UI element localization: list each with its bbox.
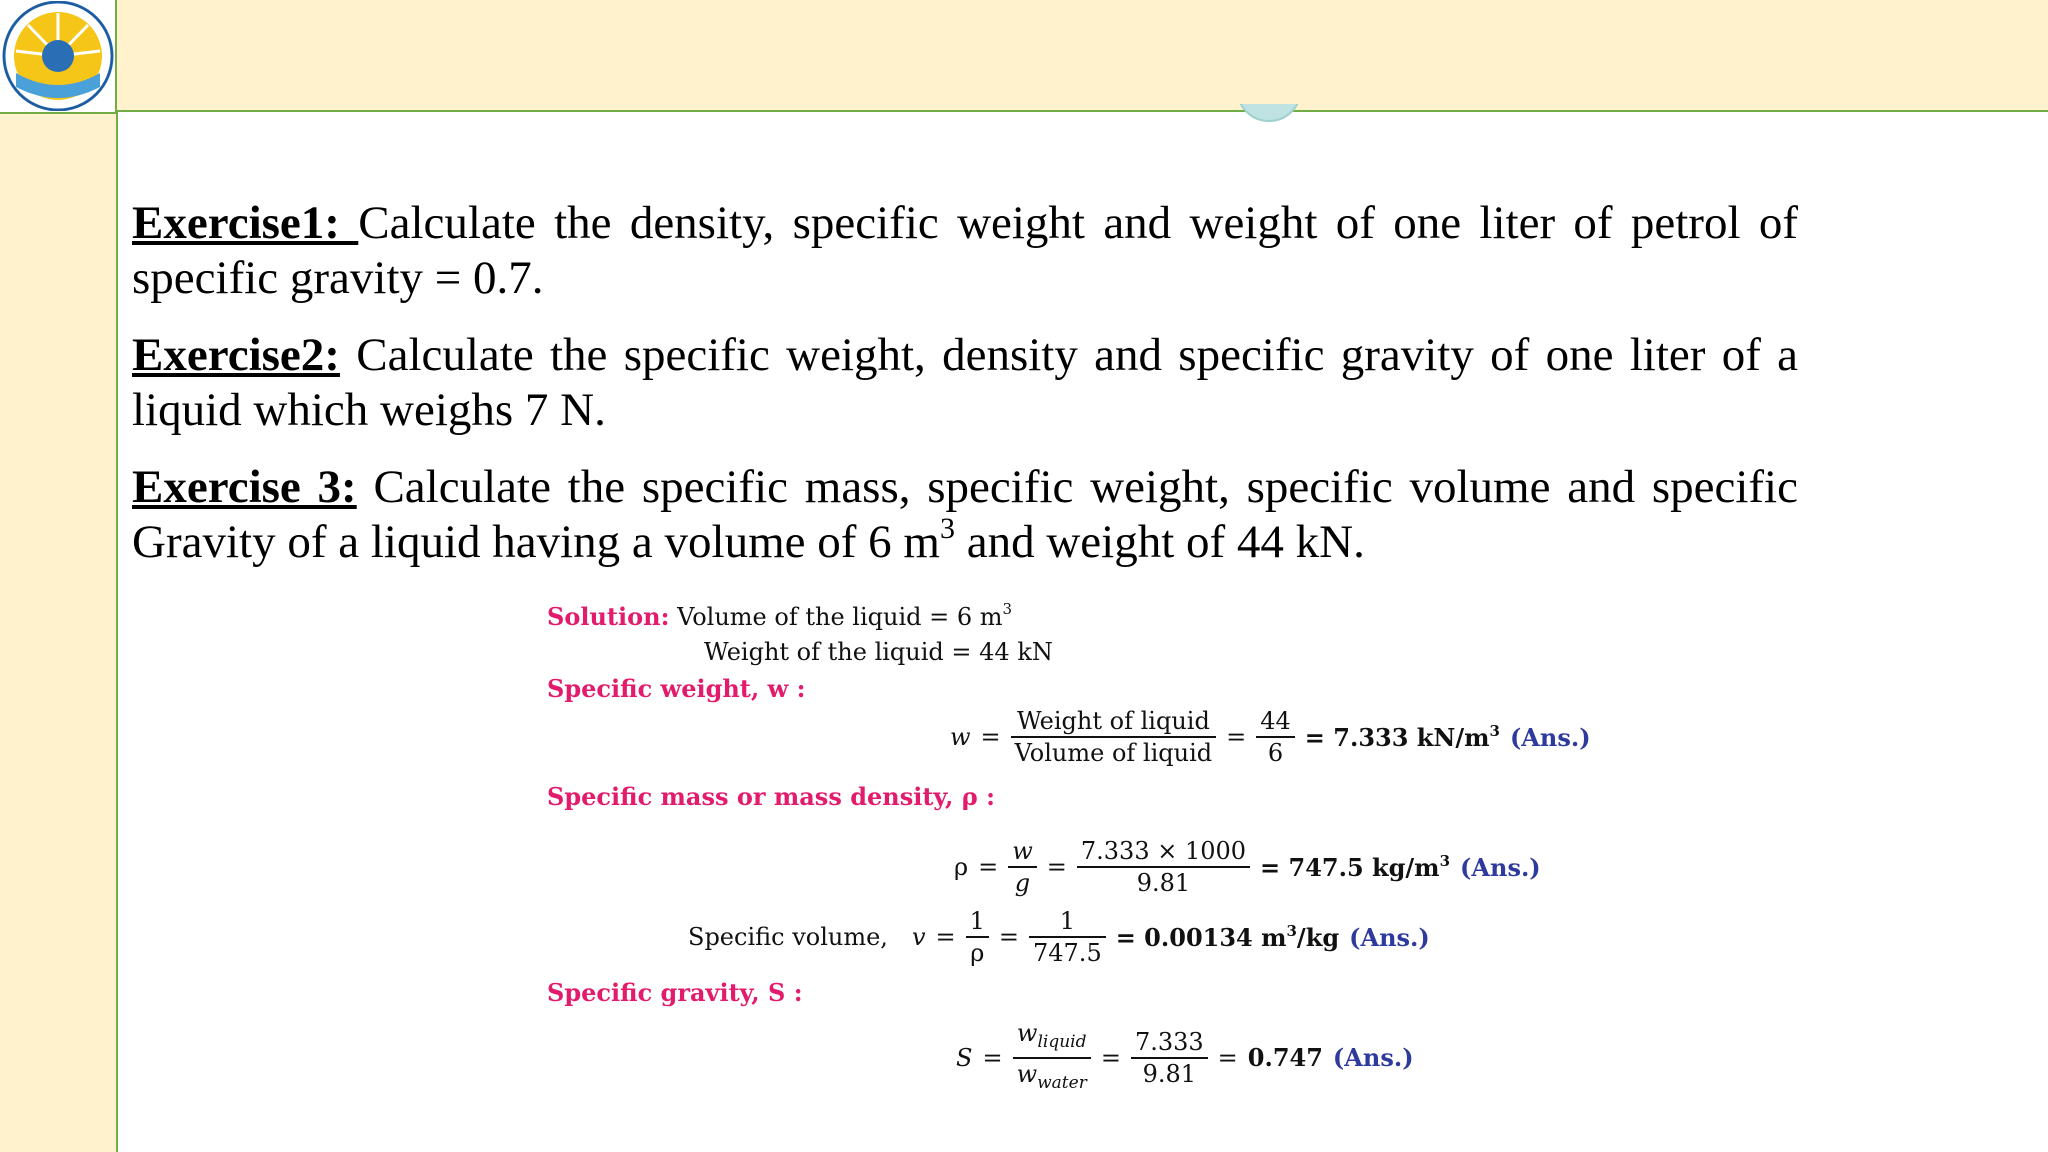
s-symbol: S [956,1043,973,1072]
s-equals-3: = [1217,1043,1238,1072]
exercise-3-label: Exercise 3: [132,461,357,513]
exercise-2-label: Exercise2: [132,329,340,381]
exercise-3-text: Calculate the specific mass, specific weight, specific volume and specific Gravity of a liquid having a volume of 6 m [132,461,1798,568]
header-bar [117,0,2048,112]
exercise-list [132,196,1798,592]
v-symbol: v [911,923,926,951]
solution-label: Solution: [547,602,670,631]
university-logo-icon [2,1,114,111]
s-result: 0.747 [1247,1043,1323,1073]
rho-equals-2: = [1046,853,1067,881]
w-fraction-words [1011,706,1216,768]
s-equals-2: = [1100,1043,1121,1072]
logo-box [0,0,117,112]
exercise-3 [132,460,1798,570]
s-ans: (Ans.) [1332,1043,1414,1073]
w-denominator-2: 6 [1267,739,1284,767]
rho-denominator: g [1014,869,1031,897]
v-fraction-symbols [966,906,989,968]
density-equation [954,836,1541,898]
v-denominator-2: 747.5 [1033,939,1102,967]
rho-equals: = [978,853,999,881]
s-denominator-2: 9.81 [1142,1059,1197,1088]
rho-ans: (Ans.) [1460,852,1541,882]
w-fraction-values [1256,706,1295,768]
specific-volume-label: Specific volume, [688,923,888,951]
specific-weight-equation [950,706,1591,768]
specific-gravity-heading: Specific gravity, S : [547,978,803,1007]
sidebar [0,112,118,1152]
exercise-2-text: Calculate the specific weight, density and specific gravity of one liter of a liquid which weighs 7 N. [132,329,1798,436]
rho-fraction-symbols [1008,836,1037,898]
v-ans: (Ans.) [1349,922,1430,952]
rho-result: = 747.5 $kg/m^3$ [1260,851,1451,882]
s-fraction-symbols [1013,1018,1091,1098]
exercise-3-sup: 3 [939,512,955,546]
rho-fraction-values [1077,836,1250,898]
w-equals-2: = [1226,723,1247,751]
v-equals: = [935,923,956,951]
s-fraction-values [1131,1027,1208,1089]
w-denominator: Volume of liquid [1014,739,1213,767]
s-denominator: $w_{water}$ [1016,1059,1087,1093]
volume-given-sup: 3 [1002,600,1013,618]
exercise-1-label: Exercise1: [132,197,359,249]
w-result: = 7.333 $kN/m^3$ [1304,721,1500,752]
rho-denominator-2: 9.81 [1136,869,1191,897]
solution-line-1 [547,602,1012,631]
rho-symbol: ρ [954,853,969,881]
exercise-1-text: Calculate the density, specific weight and weight of one liter of petrol of specific gravity = 0.7. [132,197,1798,304]
rho-numerator-2: 7.333 × 1000 [1077,836,1250,868]
exercise-1 [132,196,1798,306]
w-equals: = [980,723,1001,751]
v-denominator: ρ [970,939,985,967]
w-symbol: w [950,723,971,751]
specific-weight-heading: Specific weight, w : [547,674,806,703]
v-fraction-values [1029,906,1106,968]
s-equals: = [982,1043,1003,1072]
decorative-arc [1236,104,1302,122]
volume-given: Volume of the liquid = 6 m [677,603,1003,631]
mass-density-heading: Specific mass or mass density, ρ : [547,782,995,811]
weight-given: Weight of the liquid = 44 kN [704,638,1053,666]
w-ans: (Ans.) [1509,722,1591,752]
v-result: = 0.00134 $m^3/kg$ [1115,921,1340,952]
s-numerator-2: 7.333 [1131,1027,1208,1059]
exercise-2 [132,328,1798,438]
v-numerator-2: 1 [1029,906,1106,938]
specific-gravity-equation [956,1018,1414,1098]
w-numerator: Weight of liquid [1011,706,1216,738]
specific-volume-equation [688,906,1430,968]
exercise-3-text-end: and weight of 44 kN. [954,516,1365,568]
v-numerator: 1 [966,906,989,938]
w-numerator-2: 44 [1256,706,1295,738]
v-equals-2: = [998,923,1019,951]
rho-numerator: w [1008,836,1037,868]
s-numerator: $w_{liquid}$ [1013,1018,1091,1059]
